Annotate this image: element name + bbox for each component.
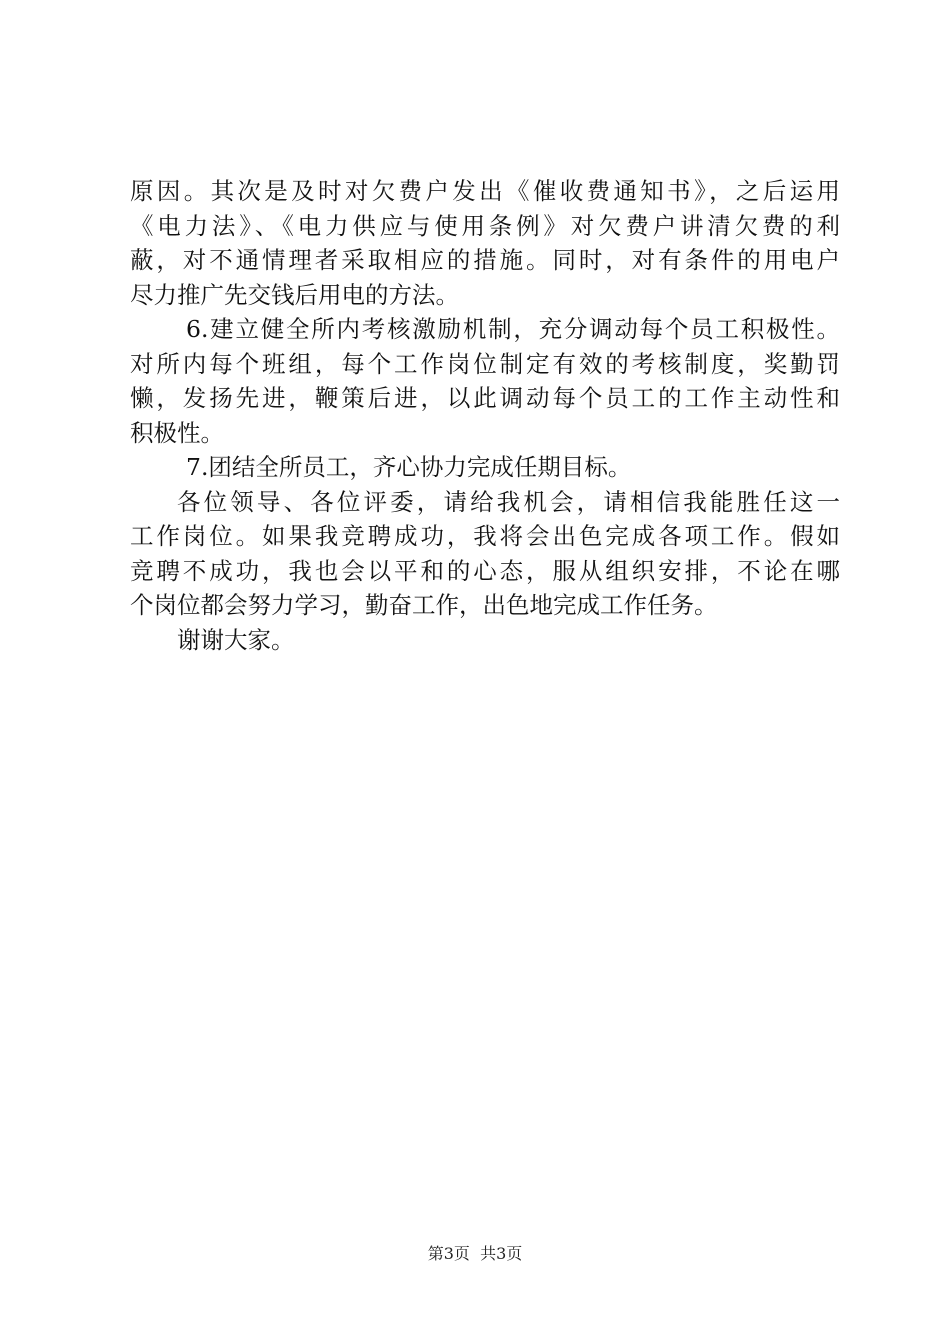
text-line: 原因。其次是及时对欠费户发出《催收费通知书》，之后运用	[130, 177, 840, 205]
page-number: 第3页 共3页	[427, 1244, 523, 1263]
page-footer	[0, 1244, 950, 1264]
text-line: 6.建立健全所内考核激励机制，充分调动每个员工积极性。	[186, 315, 840, 343]
text-line: 7.团结全所员工，齐心协力完成任期目标。	[186, 453, 632, 481]
text-line: 《电力法》、《电力供应与使用条例》对欠费户讲清欠费的利	[130, 211, 840, 240]
text-line: 积极性。	[130, 418, 224, 447]
text-line: 对所内每个班组，每个工作岗位制定有效的考核制度，奖勤罚	[130, 349, 840, 378]
text-line: 谢谢大家。	[177, 625, 295, 654]
text-line: 蔽，对不通情理者采取相应的措施。同时，对有条件的用电户	[130, 246, 840, 274]
text-line: 工作岗位。如果我竞聘成功，我将会出色完成各项工作。假如	[130, 522, 840, 550]
text-line: 竞聘不成功，我也会以平和的心态，服从组织安排，不论在哪	[130, 556, 840, 585]
text-line: 尽力推广先交钱后用电的方法。	[130, 280, 459, 309]
text-line: 个岗位都会努力学习，勤奋工作，出色地完成工作任务。	[130, 591, 718, 619]
text-line: 懒，发扬先进，鞭策后进，以此调动每个员工的工作主动性和	[130, 384, 840, 412]
text-line: 各位领导、各位评委，请给我机会，请相信我能胜任这一	[177, 487, 840, 516]
document-body	[130, 174, 840, 657]
